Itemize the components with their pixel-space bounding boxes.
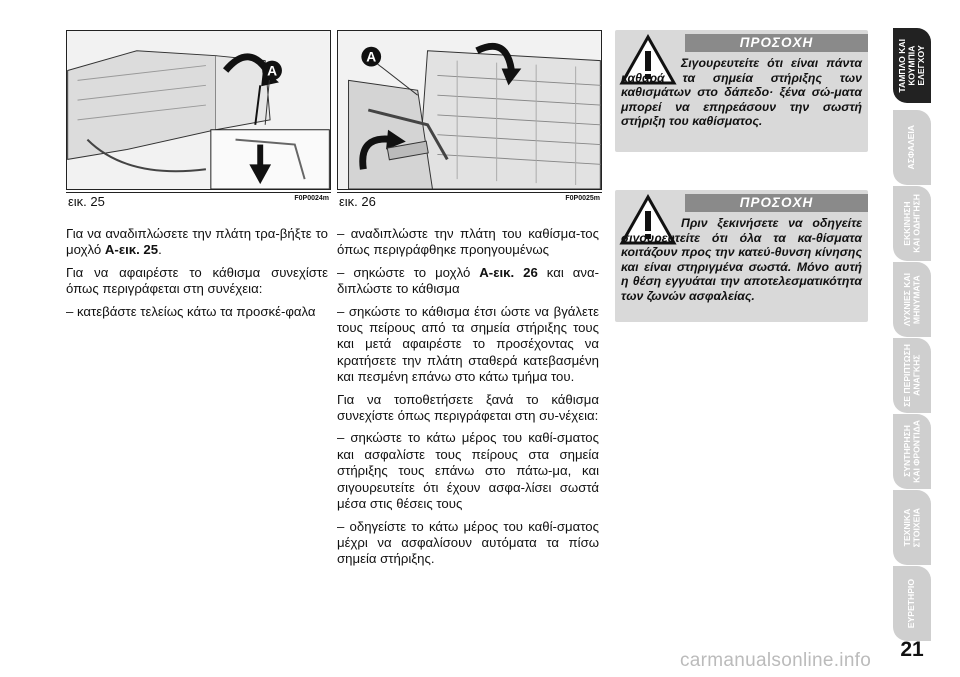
figure-code: F0P0024m (294, 195, 329, 202)
sidebar-tab-technical-data[interactable] (893, 490, 931, 565)
paragraph: – αναδιπλώστε την πλάτη του καθίσμα-τος όπως περιγράφθηκε προηγουμένως (337, 226, 599, 258)
figure-26-caption (337, 192, 602, 208)
figure-code: F0P0025m (565, 195, 600, 202)
paragraph: – σηκώστε το κάτω μέρος του καθί-σματος και ασφαλίστε τους πείρους στα σημεία στήριξης τους επάνω στο πάτω-μα, και σιγουρευτείτε ότι έχουν ασφα-λίσει σωστά μέσα στις θέσεις τους (337, 430, 599, 512)
text-column-2 (337, 226, 599, 574)
warning-text: Πριν ξεκινήσετε να οδηγείτε σιγουρευτείτε ότι όλα τα κα-θίσματα κοιτάζουν προς την κατεύ-θυνση κίνησης και είναι στηριγμένα σωστά. Μόνο αυτή η θέση εγγυάται την αποτελεσματικότητα των ζωνών ασφαλείας. (621, 216, 862, 303)
paragraph: Για να αφαιρέστε το κάθισμα συνεχίστε όπως περιγράφεται στη συνέχεια: (66, 264, 328, 297)
paragraph: Για να τοποθετήσετε ξανά το κάθισμα συνεχίστε όπως περιγράφεται στη συ-νέχεια: (337, 391, 599, 424)
warning-title: ΠΡΟΣΟΧΗ (685, 34, 868, 52)
paragraph: – σηκώστε το κάθισμα έτσι ώστε να βγάλετε τους πείρους από τα σημεία στήριξης τους και μετά αφαιρέστε το προσέχοντας να κρατήσετε την πλάτη σταθερά κατεβασμένη και πεσμένη επάνω στο κάτω τμήμα του. (337, 303, 599, 385)
figure-label: εικ. 25 (68, 194, 105, 209)
sidebar-tab-warning-lights[interactable] (893, 262, 931, 337)
tab-label: ΣΥΝΤΗΡΗΣΗ ΚΑΙ ΦΡΟΝΤΙΔΑ (901, 420, 921, 483)
tab-label: ΤΑΜΠΛΟ ΚΑΙ ΚΟΥΜΠΙΑ ΕΛΕΓΧΟΥ (896, 38, 926, 93)
marker-a: A (366, 48, 377, 65)
warning-text: Σιγουρευτείτε ότι είναι πάντα καθαρά τα σημεία στήριξης των καθισμάτων στο δάπεδο· ξένα σώ-ματα μπορεί να επηρεάσουν την σωστή στήριξη του καθίσματος. (621, 56, 862, 129)
tab-label: ΑΣΦΑΛΕΙΑ (906, 125, 917, 170)
paragraph: Για να αναδιπλώσετε την πλάτη τρα-βήξτε το μοχλό A-εικ. 25. (66, 226, 328, 258)
sidebar-tab-maintenance[interactable] (893, 414, 931, 489)
paragraph: – οδηγείστε το κάτω μέρος του καθί-σματος μέχρι να ασφαλίσουν αυτόματα τα πίσω σημεία στήριξης. (337, 518, 599, 567)
sidebar-tab-dashboard[interactable] (893, 28, 931, 103)
marker-a: A (267, 62, 278, 79)
page-number: 21 (900, 638, 924, 661)
sidebar-tab-index[interactable] (893, 566, 931, 641)
warning-box-2 (615, 190, 868, 322)
figure-25-caption (66, 192, 331, 208)
paragraph: – σηκώστε το μοχλό A-εικ. 26 και ανα-διπλώστε το κάθισμα (337, 264, 599, 297)
warning-box-1 (615, 30, 868, 152)
figure-reference: A-εικ. 25 (104, 242, 159, 258)
tab-label: ΕΚΚΙΝΗΣΗ ΚΑΙ ΟΔΗΓΗΣΗ (901, 194, 921, 253)
figure-26-seat-removal-lever (337, 30, 602, 190)
tab-label: ΕΥΡΕΤΗΡΙΟ (906, 578, 917, 629)
tab-label: ΛΥΧΝΙΕΣ ΚΑΙ ΜΗΝΥΜΑΤΑ (901, 272, 921, 327)
figure-25-seat-back-lever (66, 30, 331, 190)
sidebar-tab-emergency[interactable] (893, 338, 931, 413)
seat-lever-illustration (67, 31, 330, 189)
text-column-1 (66, 226, 328, 326)
tab-label: ΣΕ ΠΕΡΙΠΤΩΣΗ ΑΝΑΓΚΗΣ (901, 344, 921, 407)
warning-title: ΠΡΟΣΟΧΗ (685, 194, 868, 212)
sidebar-tab-safety[interactable] (893, 110, 931, 185)
figure-label: εικ. 26 (339, 194, 376, 209)
paragraph: – κατεβάστε τελείως κάτω τα προσκέ-φαλα (66, 303, 316, 319)
watermark: carmanualsonline.info (680, 650, 872, 671)
tab-label: ΤΕΧΝΙΚΑ ΣΤΟΙΧΕΙΑ (901, 507, 921, 548)
figure-reference: A-εικ. 26 (479, 264, 538, 280)
sidebar-tab-starting-driving[interactable] (893, 186, 931, 261)
seat-removal-illustration (338, 31, 601, 189)
